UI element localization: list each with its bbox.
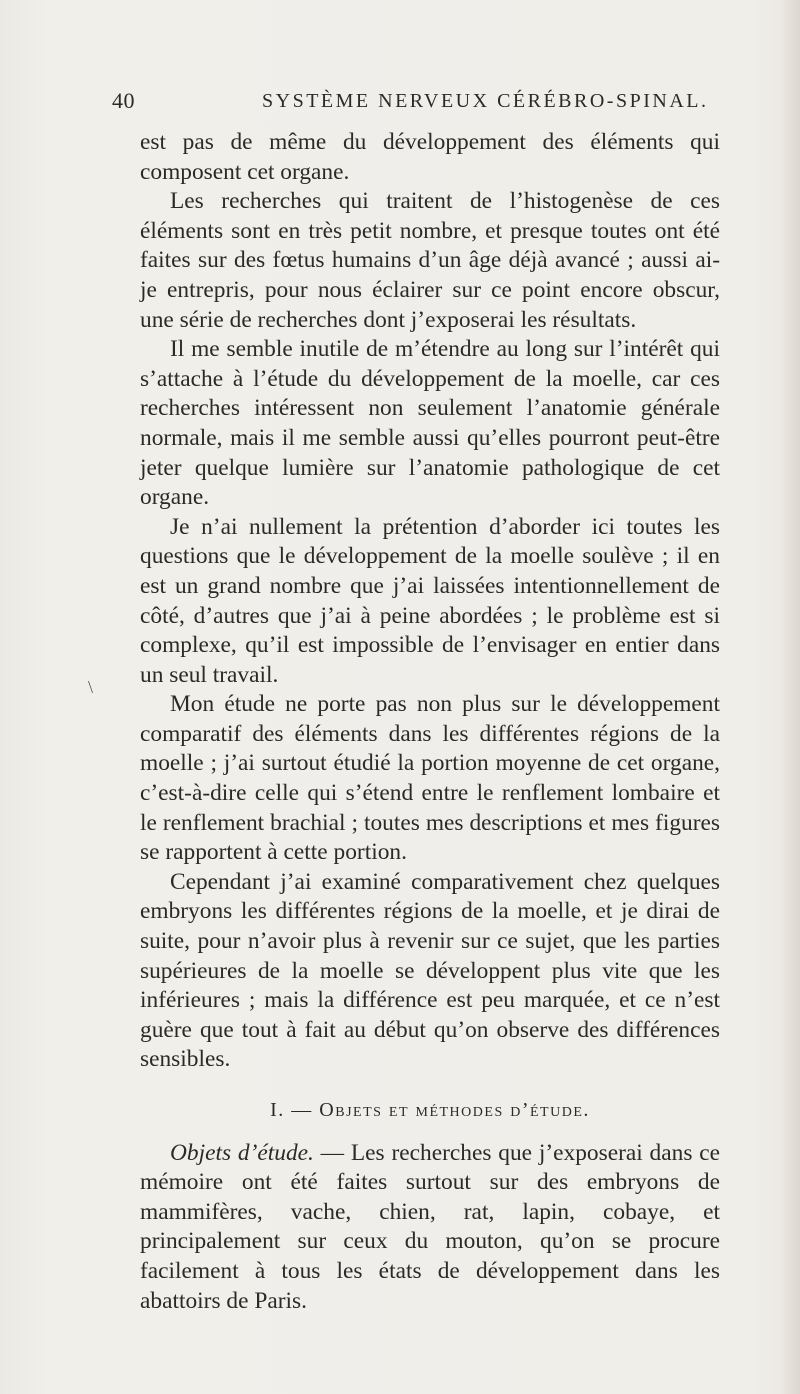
paragraph-histogenese: Les recherches qui traitent de l’histogenèse de ces éléments sont en très petit nombre, et presque toutes ont été faites sur des fœtus humains d’un âge déjà avancé ; aussi ai-je entrepris, pour nous éclairer sur ce point encore obscur, une série de recherches dont j’exposerai les résultats. [140, 188, 720, 333]
paragraph-objets-etude [140, 1139, 720, 1317]
body-text [140, 128, 720, 1316]
section-number: I. — [270, 1099, 313, 1121]
margin-mark: \ [88, 677, 94, 697]
section-heading [140, 1096, 720, 1126]
running-title: SYSTÈME NERVEUX CÉRÉBRO-SPINAL. [262, 90, 709, 112]
paragraph-objets-text: — Les recherches que j’exposerai dans ce mémoire ont été faites surtout sur des embryons de mammifères, vache, chien, rat, lapin, cobaye, et principalement sur ceux du mouton, qu’on se procure facilement à tous les états de développement dans les abattoirs de Paris. [140, 1139, 721, 1314]
paragraph-pretention: Je n’ai nullement la prétention d’aborder ici toutes les questions que le développement de la moelle soulève ; il en est un grand nombre que j’ai laissées intentionnellement de côté, d’autres que j’ai à peine abordées ; le problème est si complexe, qu’il est impossible de l’envisager en entier dans un seul travail. [140, 513, 720, 688]
paragraph-regions: Cependant j’ai examiné comparativement chez quelques embryons les différentes régions de la moelle, et je dirai de suite, pour n’avoir plus à revenir sur ce sujet, que les parties supérieures de la moelle se développent plus vite que les inférieures ; mais la différence est peu marquée, et ce n’est guère que tout à fait au début qu’on observe des différences sensibles. [140, 868, 720, 1073]
paragraph-etude-comparative: Mon étude ne porte pas non plus sur le développement comparatif des éléments dans les différentes régions de la moelle ; j’ai surtout étudié la portion moyenne de cet organe, c’est-à-dire celle qui s’étend entre le renflement lombaire et le renflement brachial ; toutes mes descriptions et mes figures se rapportent à cette portion. [140, 691, 720, 866]
section-title: Objets et méthodes d’étude. [319, 1099, 590, 1121]
paragraph-lead: Objets d’étude. [170, 1139, 314, 1166]
paragraph-continuation: est pas de même du développement des éléments qui composent cet organe. [140, 129, 720, 185]
paragraph-interet: Il me semble inutile de m’étendre au long sur l’intérêt qui s’attache à l’étude du développement de la moelle, car ces recherches intéressent non seulement l’anatomie générale normale, mais il me semble aussi qu’elles pourront peut-être jeter quelque lumière sur l’anatomie pathologique de cet organe. [140, 336, 720, 511]
page-number: 40 [112, 88, 135, 113]
running-head [112, 88, 712, 118]
page-edge-shadow [780, 0, 800, 1394]
